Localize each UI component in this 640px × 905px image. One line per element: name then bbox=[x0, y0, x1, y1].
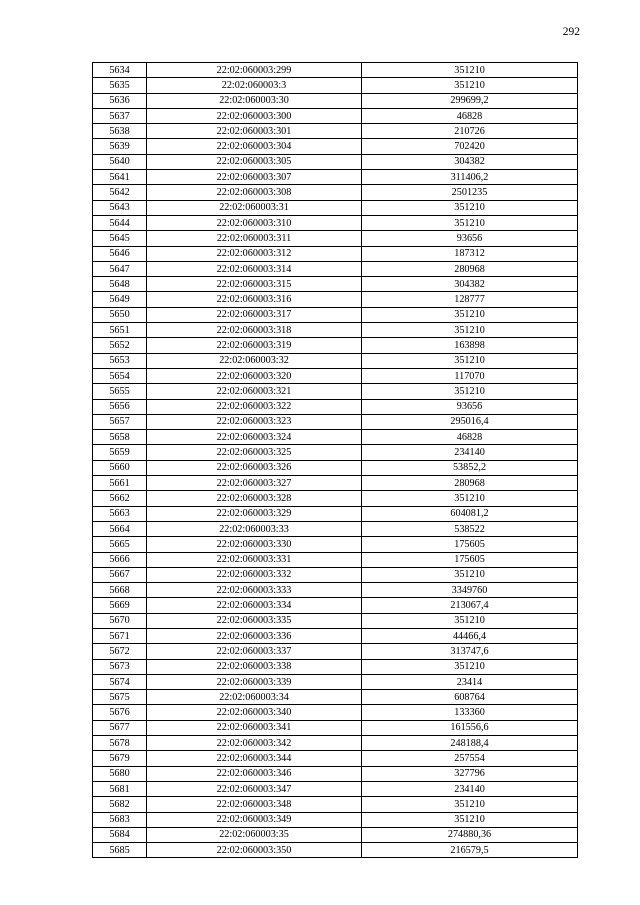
value-cell: 351210 bbox=[362, 797, 578, 812]
cadastral-number-cell: 22:02:060003:304 bbox=[147, 139, 362, 154]
table-row bbox=[93, 812, 578, 827]
row-number-cell: 5650 bbox=[93, 307, 147, 322]
row-number-cell: 5671 bbox=[93, 628, 147, 643]
cadastral-number-cell: 22:02:060003:35 bbox=[147, 827, 362, 842]
table-row bbox=[93, 399, 578, 414]
value-cell: 175605 bbox=[362, 537, 578, 552]
row-number-cell: 5669 bbox=[93, 598, 147, 613]
value-cell: 23414 bbox=[362, 674, 578, 689]
row-number-cell: 5636 bbox=[93, 93, 147, 108]
cadastral-number-cell: 22:02:060003:335 bbox=[147, 613, 362, 628]
table-row bbox=[93, 430, 578, 445]
cadastral-number-cell: 22:02:060003:316 bbox=[147, 292, 362, 307]
cadastral-number-cell: 22:02:060003:33 bbox=[147, 521, 362, 536]
value-cell: 274880,36 bbox=[362, 827, 578, 842]
value-cell: 702420 bbox=[362, 139, 578, 154]
cadastral-number-cell: 22:02:060003:320 bbox=[147, 368, 362, 383]
value-cell: 44466,4 bbox=[362, 628, 578, 643]
value-cell: 351210 bbox=[362, 812, 578, 827]
cadastral-number-cell: 22:02:060003:333 bbox=[147, 583, 362, 598]
row-number-cell: 5676 bbox=[93, 705, 147, 720]
cadastral-number-cell: 22:02:060003:324 bbox=[147, 430, 362, 445]
cadastral-number-cell: 22:02:060003:321 bbox=[147, 384, 362, 399]
cadastral-number-cell: 22:02:060003:326 bbox=[147, 460, 362, 475]
value-cell: 351210 bbox=[362, 659, 578, 674]
table-row bbox=[93, 292, 578, 307]
table-row bbox=[93, 353, 578, 368]
cadastral-number-cell: 22:02:060003:3 bbox=[147, 78, 362, 93]
row-number-cell: 5638 bbox=[93, 124, 147, 139]
value-cell: 351210 bbox=[362, 200, 578, 215]
cadastral-number-cell: 22:02:060003:347 bbox=[147, 781, 362, 796]
value-cell: 187312 bbox=[362, 246, 578, 261]
row-number-cell: 5684 bbox=[93, 827, 147, 842]
cadastral-number-cell: 22:02:060003:327 bbox=[147, 476, 362, 491]
value-cell: 304382 bbox=[362, 277, 578, 292]
table-row bbox=[93, 751, 578, 766]
value-cell: 351210 bbox=[362, 307, 578, 322]
cadastral-number-cell: 22:02:060003:308 bbox=[147, 185, 362, 200]
row-number-cell: 5665 bbox=[93, 537, 147, 552]
cadastral-number-cell: 22:02:060003:312 bbox=[147, 246, 362, 261]
value-cell: 313747,6 bbox=[362, 644, 578, 659]
value-cell: 351210 bbox=[362, 491, 578, 506]
value-cell: 351210 bbox=[362, 567, 578, 582]
value-cell: 538522 bbox=[362, 521, 578, 536]
cadastral-number-cell: 22:02:060003:314 bbox=[147, 261, 362, 276]
row-number-cell: 5681 bbox=[93, 781, 147, 796]
cadastral-number-cell: 22:02:060003:319 bbox=[147, 338, 362, 353]
cadastral-number-cell: 22:02:060003:331 bbox=[147, 552, 362, 567]
value-cell: 327796 bbox=[362, 766, 578, 781]
cadastral-number-cell: 22:02:060003:337 bbox=[147, 644, 362, 659]
value-cell: 351210 bbox=[362, 384, 578, 399]
row-number-cell: 5661 bbox=[93, 476, 147, 491]
row-number-cell: 5646 bbox=[93, 246, 147, 261]
table-row bbox=[93, 521, 578, 536]
row-number-cell: 5662 bbox=[93, 491, 147, 506]
row-number-cell: 5660 bbox=[93, 460, 147, 475]
cadastral-number-cell: 22:02:060003:318 bbox=[147, 323, 362, 338]
table-row bbox=[93, 154, 578, 169]
table-row bbox=[93, 307, 578, 322]
table-row bbox=[93, 705, 578, 720]
row-number-cell: 5664 bbox=[93, 521, 147, 536]
table-row bbox=[93, 567, 578, 582]
value-cell: 257554 bbox=[362, 751, 578, 766]
table-row bbox=[93, 384, 578, 399]
value-cell: 351210 bbox=[362, 78, 578, 93]
table-row bbox=[93, 277, 578, 292]
cadastral-number-cell: 22:02:060003:338 bbox=[147, 659, 362, 674]
row-number-cell: 5658 bbox=[93, 430, 147, 445]
value-cell: 351210 bbox=[362, 323, 578, 338]
cadastral-number-cell: 22:02:060003:322 bbox=[147, 399, 362, 414]
table-row bbox=[93, 506, 578, 521]
row-number-cell: 5640 bbox=[93, 154, 147, 169]
row-number-cell: 5649 bbox=[93, 292, 147, 307]
row-number-cell: 5657 bbox=[93, 414, 147, 429]
table-row bbox=[93, 124, 578, 139]
cadastral-number-cell: 22:02:060003:311 bbox=[147, 231, 362, 246]
value-cell: 163898 bbox=[362, 338, 578, 353]
cadastral-number-cell: 22:02:060003:307 bbox=[147, 170, 362, 185]
value-cell: 351210 bbox=[362, 215, 578, 230]
table-row bbox=[93, 690, 578, 705]
value-cell: 604081,2 bbox=[362, 506, 578, 521]
cadastral-number-cell: 22:02:060003:342 bbox=[147, 736, 362, 751]
row-number-cell: 5647 bbox=[93, 261, 147, 276]
table-row bbox=[93, 583, 578, 598]
value-cell: 93656 bbox=[362, 399, 578, 414]
row-number-cell: 5651 bbox=[93, 323, 147, 338]
table-row bbox=[93, 843, 578, 858]
cadastral-number-cell: 22:02:060003:339 bbox=[147, 674, 362, 689]
table-row bbox=[93, 93, 578, 108]
value-cell: 234140 bbox=[362, 445, 578, 460]
value-cell: 133360 bbox=[362, 705, 578, 720]
table-body bbox=[93, 63, 578, 858]
value-cell: 128777 bbox=[362, 292, 578, 307]
table-row bbox=[93, 170, 578, 185]
cadastral-number-cell: 22:02:060003:325 bbox=[147, 445, 362, 460]
cadastral-number-cell: 22:02:060003:300 bbox=[147, 108, 362, 123]
cadastral-number-cell: 22:02:060003:340 bbox=[147, 705, 362, 720]
page-number: 292 bbox=[562, 26, 580, 38]
cadastral-number-cell: 22:02:060003:32 bbox=[147, 353, 362, 368]
value-cell: 248188,4 bbox=[362, 736, 578, 751]
value-cell: 608764 bbox=[362, 690, 578, 705]
row-number-cell: 5673 bbox=[93, 659, 147, 674]
value-cell: 234140 bbox=[362, 781, 578, 796]
row-number-cell: 5674 bbox=[93, 674, 147, 689]
table-row bbox=[93, 445, 578, 460]
value-cell: 93656 bbox=[362, 231, 578, 246]
cadastral-number-cell: 22:02:060003:346 bbox=[147, 766, 362, 781]
cadastral-number-cell: 22:02:060003:301 bbox=[147, 124, 362, 139]
value-cell: 213067,4 bbox=[362, 598, 578, 613]
table-row bbox=[93, 552, 578, 567]
table-row bbox=[93, 338, 578, 353]
row-number-cell: 5668 bbox=[93, 583, 147, 598]
table-row bbox=[93, 63, 578, 78]
row-number-cell: 5682 bbox=[93, 797, 147, 812]
table-row bbox=[93, 139, 578, 154]
table-row bbox=[93, 246, 578, 261]
cadastral-number-cell: 22:02:060003:315 bbox=[147, 277, 362, 292]
row-number-cell: 5675 bbox=[93, 690, 147, 705]
row-number-cell: 5635 bbox=[93, 78, 147, 93]
table-row bbox=[93, 108, 578, 123]
cadastral-number-cell: 22:02:060003:30 bbox=[147, 93, 362, 108]
row-number-cell: 5678 bbox=[93, 736, 147, 751]
table-row bbox=[93, 414, 578, 429]
row-number-cell: 5642 bbox=[93, 185, 147, 200]
row-number-cell: 5641 bbox=[93, 170, 147, 185]
value-cell: 295016,4 bbox=[362, 414, 578, 429]
value-cell: 299699,2 bbox=[362, 93, 578, 108]
cadastral-number-cell: 22:02:060003:328 bbox=[147, 491, 362, 506]
table-row bbox=[93, 797, 578, 812]
table-row bbox=[93, 261, 578, 276]
value-cell: 175605 bbox=[362, 552, 578, 567]
cadastral-number-cell: 22:02:060003:344 bbox=[147, 751, 362, 766]
row-number-cell: 5683 bbox=[93, 812, 147, 827]
value-cell: 2501235 bbox=[362, 185, 578, 200]
value-cell: 161556,6 bbox=[362, 720, 578, 735]
cadastral-number-cell: 22:02:060003:350 bbox=[147, 843, 362, 858]
row-number-cell: 5679 bbox=[93, 751, 147, 766]
value-cell: 46828 bbox=[362, 108, 578, 123]
table-row bbox=[93, 537, 578, 552]
row-number-cell: 5667 bbox=[93, 567, 147, 582]
row-number-cell: 5644 bbox=[93, 215, 147, 230]
row-number-cell: 5645 bbox=[93, 231, 147, 246]
table-row bbox=[93, 185, 578, 200]
value-cell: 280968 bbox=[362, 476, 578, 491]
table-row bbox=[93, 231, 578, 246]
table-row bbox=[93, 659, 578, 674]
table-row bbox=[93, 781, 578, 796]
value-cell: 304382 bbox=[362, 154, 578, 169]
row-number-cell: 5643 bbox=[93, 200, 147, 215]
cadastral-number-cell: 22:02:060003:299 bbox=[147, 63, 362, 78]
value-cell: 280968 bbox=[362, 261, 578, 276]
cadastral-number-cell: 22:02:060003:349 bbox=[147, 812, 362, 827]
table-row bbox=[93, 766, 578, 781]
row-number-cell: 5680 bbox=[93, 766, 147, 781]
table-row bbox=[93, 323, 578, 338]
row-number-cell: 5666 bbox=[93, 552, 147, 567]
table-row bbox=[93, 368, 578, 383]
row-number-cell: 5655 bbox=[93, 384, 147, 399]
table-row bbox=[93, 720, 578, 735]
table-row bbox=[93, 215, 578, 230]
row-number-cell: 5654 bbox=[93, 368, 147, 383]
row-number-cell: 5648 bbox=[93, 277, 147, 292]
row-number-cell: 5672 bbox=[93, 644, 147, 659]
value-cell: 351210 bbox=[362, 353, 578, 368]
row-number-cell: 5639 bbox=[93, 139, 147, 154]
value-cell: 311406,2 bbox=[362, 170, 578, 185]
value-cell: 117070 bbox=[362, 368, 578, 383]
table-row bbox=[93, 674, 578, 689]
value-cell: 46828 bbox=[362, 430, 578, 445]
table-row bbox=[93, 460, 578, 475]
cadastral-number-cell: 22:02:060003:332 bbox=[147, 567, 362, 582]
table-row bbox=[93, 200, 578, 215]
row-number-cell: 5653 bbox=[93, 353, 147, 368]
row-number-cell: 5637 bbox=[93, 108, 147, 123]
value-cell: 53852,2 bbox=[362, 460, 578, 475]
row-number-cell: 5659 bbox=[93, 445, 147, 460]
cadastral-number-cell: 22:02:060003:334 bbox=[147, 598, 362, 613]
table-row bbox=[93, 736, 578, 751]
cadastral-number-cell: 22:02:060003:31 bbox=[147, 200, 362, 215]
data-table bbox=[92, 62, 578, 858]
cadastral-number-cell: 22:02:060003:317 bbox=[147, 307, 362, 322]
row-number-cell: 5663 bbox=[93, 506, 147, 521]
table-row bbox=[93, 644, 578, 659]
row-number-cell: 5656 bbox=[93, 399, 147, 414]
cadastral-number-cell: 22:02:060003:323 bbox=[147, 414, 362, 429]
table-row bbox=[93, 827, 578, 842]
value-cell: 351210 bbox=[362, 63, 578, 78]
row-number-cell: 5670 bbox=[93, 613, 147, 628]
cadastral-number-cell: 22:02:060003:34 bbox=[147, 690, 362, 705]
cadastral-number-cell: 22:02:060003:330 bbox=[147, 537, 362, 552]
table-row bbox=[93, 598, 578, 613]
value-cell: 216579,5 bbox=[362, 843, 578, 858]
cadastral-number-cell: 22:02:060003:305 bbox=[147, 154, 362, 169]
table-row bbox=[93, 491, 578, 506]
cadastral-number-cell: 22:02:060003:341 bbox=[147, 720, 362, 735]
row-number-cell: 5677 bbox=[93, 720, 147, 735]
cadastral-number-cell: 22:02:060003:348 bbox=[147, 797, 362, 812]
table-row bbox=[93, 78, 578, 93]
table-row bbox=[93, 476, 578, 491]
row-number-cell: 5685 bbox=[93, 843, 147, 858]
table-row bbox=[93, 628, 578, 643]
row-number-cell: 5652 bbox=[93, 338, 147, 353]
cadastral-number-cell: 22:02:060003:336 bbox=[147, 628, 362, 643]
cadastral-number-cell: 22:02:060003:329 bbox=[147, 506, 362, 521]
value-cell: 351210 bbox=[362, 613, 578, 628]
row-number-cell: 5634 bbox=[93, 63, 147, 78]
table-row bbox=[93, 613, 578, 628]
value-cell: 210726 bbox=[362, 124, 578, 139]
cadastral-number-cell: 22:02:060003:310 bbox=[147, 215, 362, 230]
value-cell: 3349760 bbox=[362, 583, 578, 598]
